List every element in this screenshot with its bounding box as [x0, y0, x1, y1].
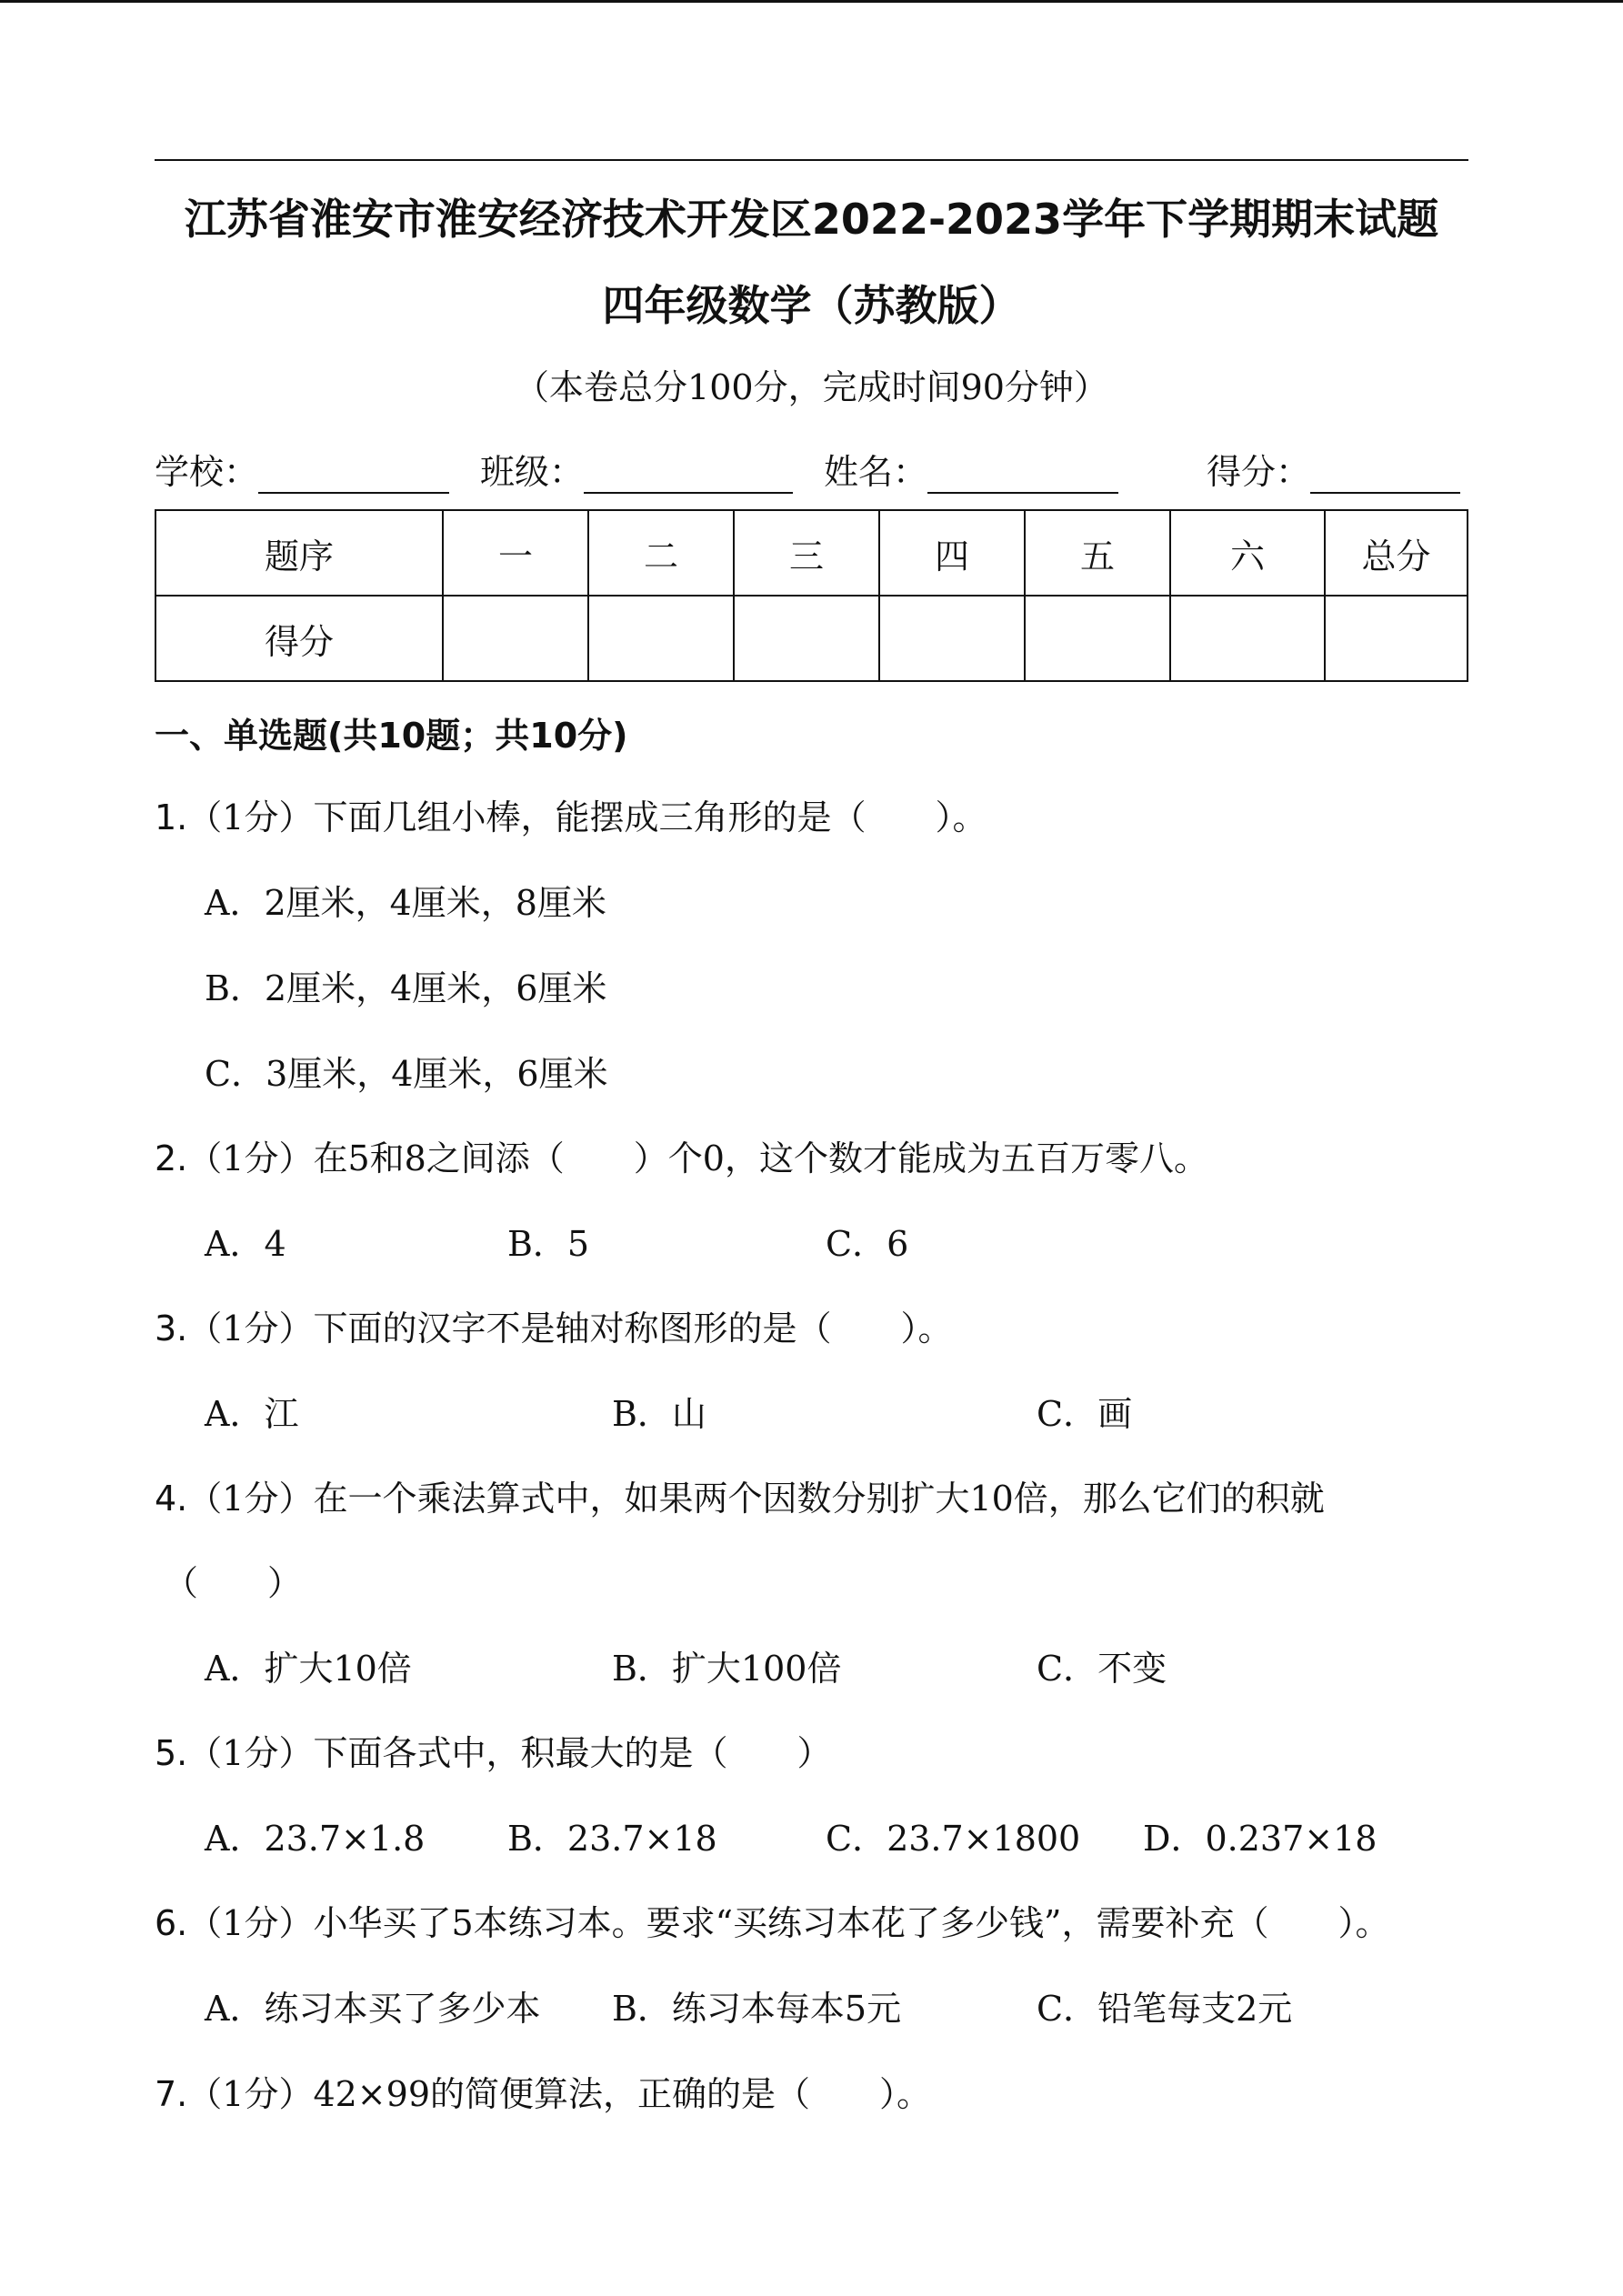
section-title: 一、单选题(共10题；共10分)	[155, 716, 628, 756]
question-6-option-c[interactable]: C．铅笔每支2元	[1037, 1989, 1293, 2029]
question-4-option-c[interactable]: C．不变	[1037, 1649, 1167, 1689]
score-table-col: 五	[1025, 510, 1170, 596]
score-table-col: 一	[443, 510, 588, 596]
score-table-row-label: 得分	[155, 596, 443, 681]
top-border-line	[0, 0, 1623, 3]
score-table-col: 总分	[1325, 510, 1468, 596]
class-blank[interactable]	[584, 456, 793, 494]
class-label: 班级：	[480, 452, 585, 492]
score-blank[interactable]	[1310, 456, 1460, 494]
score-cell[interactable]	[734, 596, 879, 681]
question-text: （1分）在5和8之间添（ ）个0，这个数才能成为五百万零八。	[187, 1138, 1208, 1178]
question-2-option-c[interactable]: C．6	[826, 1224, 909, 1264]
question-text: （1分）下面的汉字不是轴对称图形的是（ ）。	[187, 1308, 953, 1349]
question-3-option-a[interactable]: A．江	[205, 1394, 299, 1434]
question-1-option-c[interactable]: C．3厘米，4厘米，6厘米	[205, 1054, 608, 1094]
score-table-col: 四	[879, 510, 1025, 596]
question-5-option-c[interactable]: C．23.7×1800	[826, 1819, 1081, 1859]
school-label: 学校：	[155, 452, 259, 492]
exam-title: 江苏省淮安市淮安经济技术开发区2022-2023学年下学期期末试题	[184, 195, 1439, 244]
question-2-option-a[interactable]: A．4	[205, 1224, 286, 1264]
score-table	[155, 509, 1468, 682]
question-text: （1分）42×99的简便算法，正确的是（ ）。	[187, 2074, 931, 2114]
name-label: 姓名：	[824, 452, 928, 492]
question-6-option-b[interactable]: B．练习本每本5元	[612, 1989, 902, 2029]
question-1-option-a[interactable]: A．2厘米，4厘米，8厘米	[205, 883, 606, 923]
question-2-option-b[interactable]: B．5	[507, 1224, 590, 1264]
question-text: （1分）下面各式中，积最大的是（ ）	[187, 1733, 832, 1773]
question-number: 4.	[155, 1479, 188, 1519]
exam-note: （本卷总分100分，完成时间90分钟）	[515, 367, 1108, 407]
question-4	[155, 1470, 1325, 1520]
question-5-option-d[interactable]: D．0.237×18	[1143, 1819, 1378, 1859]
score-cell[interactable]	[1325, 596, 1468, 681]
score-table-col: 二	[588, 510, 734, 596]
question-1	[155, 789, 987, 839]
question-text: （1分）在一个乘法算式中，如果两个因数分别扩大10倍，那么它们的积就	[187, 1479, 1325, 1519]
score-table-score-row	[155, 596, 1468, 681]
class-field[interactable]	[480, 444, 793, 494]
name-field[interactable]	[824, 444, 1118, 494]
score-cell[interactable]	[879, 596, 1025, 681]
question-text: （1分）下面几组小棒，能摆成三角形的是（ ）。	[187, 797, 987, 837]
school-blank[interactable]	[258, 456, 449, 494]
question-3	[155, 1300, 952, 1350]
question-4-continuation: （ ）	[164, 1563, 303, 1603]
school-field[interactable]	[155, 444, 449, 494]
score-table-header-label: 题序	[155, 510, 443, 596]
name-blank[interactable]	[927, 456, 1118, 494]
question-3-option-b[interactable]: B．山	[612, 1394, 706, 1434]
question-text: （1分）小华买了5本练习本。要求“买练习本花了多少钱”，需要补充（ ）。	[187, 1903, 1390, 1943]
student-info-row	[155, 444, 1468, 498]
question-5-option-a[interactable]: A．23.7×1.8	[205, 1819, 426, 1859]
question-number: 1.	[155, 797, 188, 837]
question-6	[155, 1895, 1389, 1945]
question-number: 3.	[155, 1308, 188, 1349]
question-1-option-b[interactable]: B．2厘米，4厘米，6厘米	[205, 968, 607, 1008]
score-cell[interactable]	[1025, 596, 1170, 681]
question-4-option-a[interactable]: A．扩大10倍	[205, 1649, 412, 1689]
score-table-col: 六	[1170, 510, 1325, 596]
score-cell[interactable]	[443, 596, 588, 681]
question-5	[155, 1725, 831, 1775]
header-rule	[155, 159, 1468, 161]
question-number: 7.	[155, 2074, 188, 2114]
question-2	[155, 1130, 1208, 1180]
question-number: 6.	[155, 1903, 188, 1943]
exam-subject: 四年级数学（苏教版）	[602, 281, 1021, 330]
score-cell[interactable]	[1170, 596, 1325, 681]
score-cell[interactable]	[588, 596, 734, 681]
question-number: 5.	[155, 1733, 188, 1773]
score-label: 得分：	[1207, 452, 1311, 492]
question-7	[155, 2066, 931, 2116]
score-table-header-row	[155, 510, 1468, 596]
question-3-option-c[interactable]: C．画	[1037, 1394, 1133, 1434]
question-number: 2.	[155, 1138, 188, 1178]
question-5-option-b[interactable]: B．23.7×18	[507, 1819, 717, 1859]
score-table-col: 三	[734, 510, 879, 596]
question-4-option-b[interactable]: B．扩大100倍	[612, 1649, 842, 1689]
question-6-option-a[interactable]: A．练习本买了多少本	[205, 1989, 541, 2029]
score-field[interactable]	[1207, 444, 1460, 494]
